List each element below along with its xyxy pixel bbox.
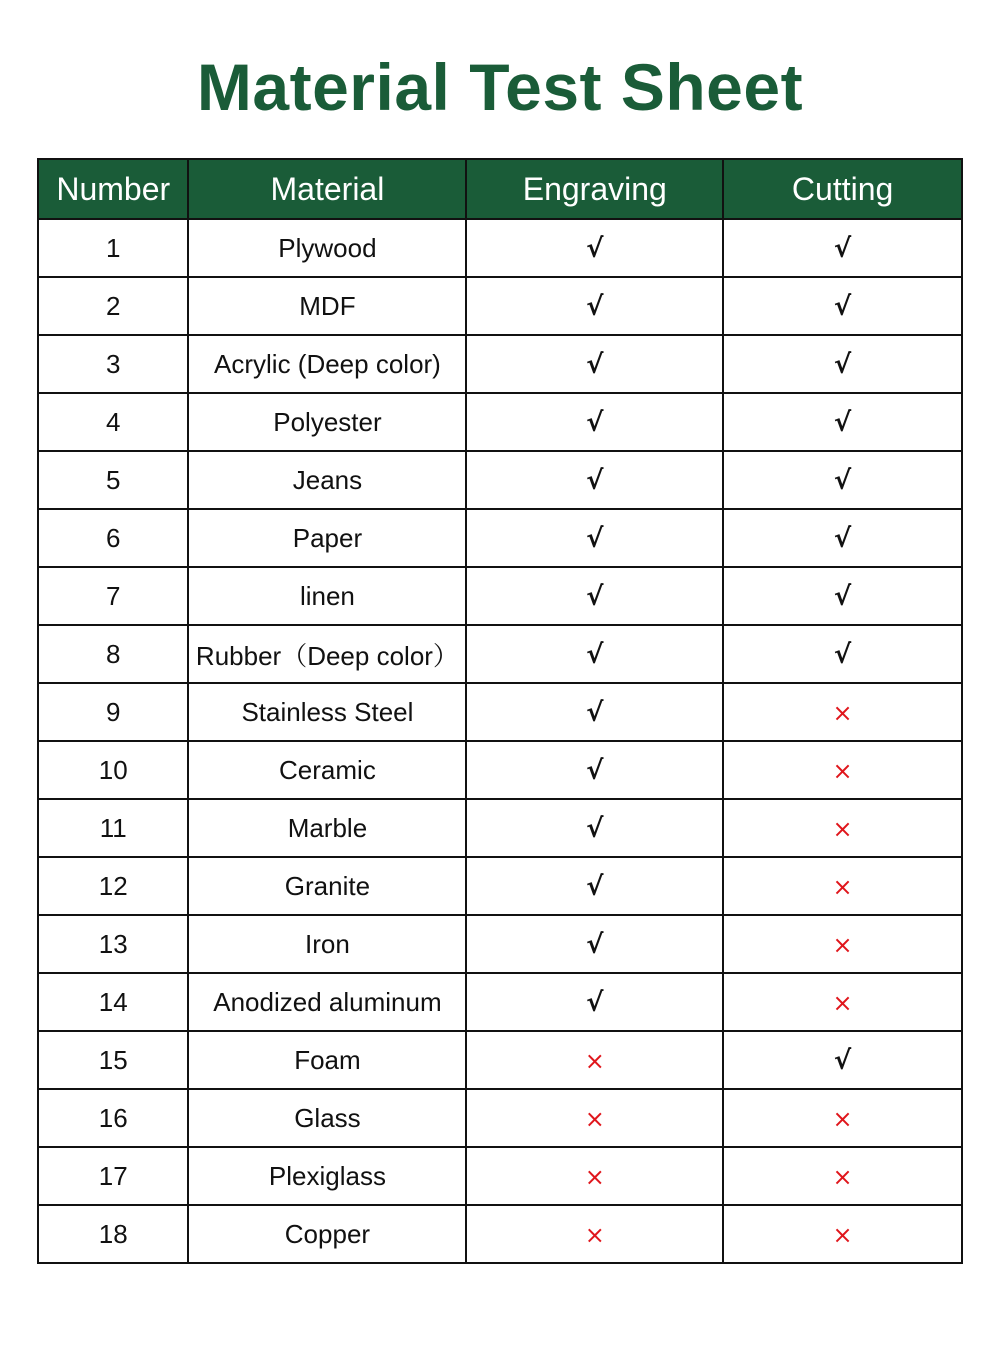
cross-mark-icon: × bbox=[832, 698, 853, 727]
row-number-text: 12 bbox=[98, 870, 128, 901]
cross-mark-icon: × bbox=[584, 1046, 605, 1075]
row-number bbox=[38, 799, 188, 857]
row-engraving bbox=[466, 219, 723, 277]
row-engraving bbox=[466, 973, 723, 1031]
check-mark-icon: √ bbox=[586, 929, 604, 960]
table-row bbox=[38, 335, 962, 393]
table-row bbox=[38, 683, 962, 741]
row-material bbox=[188, 393, 466, 451]
table-row bbox=[38, 1089, 962, 1147]
row-engraving bbox=[466, 1147, 723, 1205]
row-cutting bbox=[723, 857, 962, 915]
row-number bbox=[38, 393, 188, 451]
row-material bbox=[188, 857, 466, 915]
check-mark-icon: √ bbox=[833, 291, 852, 322]
row-engraving bbox=[466, 857, 723, 915]
table-row bbox=[38, 799, 962, 857]
row-cutting bbox=[723, 973, 962, 1031]
row-material-text: Glass bbox=[294, 1102, 361, 1133]
row-cutting bbox=[723, 451, 962, 509]
row-material bbox=[188, 683, 466, 741]
row-cutting bbox=[723, 1147, 962, 1205]
check-mark-icon: √ bbox=[586, 291, 604, 322]
row-number-text: 2 bbox=[106, 290, 121, 321]
row-cutting bbox=[723, 799, 962, 857]
cross-mark-icon: × bbox=[584, 1220, 605, 1249]
row-engraving bbox=[466, 741, 723, 799]
row-material-text: Copper bbox=[284, 1218, 371, 1249]
row-number bbox=[38, 1031, 188, 1089]
cross-mark-icon: × bbox=[832, 988, 853, 1017]
table-row bbox=[38, 1147, 962, 1205]
table-row bbox=[38, 625, 962, 683]
table-row bbox=[38, 741, 962, 799]
row-engraving bbox=[466, 625, 723, 683]
row-cutting bbox=[723, 1205, 962, 1263]
row-cutting bbox=[723, 219, 962, 277]
row-number-text: 9 bbox=[106, 696, 121, 727]
row-material bbox=[188, 451, 466, 509]
cross-mark-icon: × bbox=[832, 756, 853, 785]
row-number bbox=[38, 1089, 188, 1147]
header-row bbox=[38, 159, 962, 219]
row-number-text: 7 bbox=[106, 580, 121, 611]
check-mark-icon: √ bbox=[833, 233, 852, 264]
column-header-cutting: Cutting bbox=[723, 159, 962, 219]
row-material-text: linen bbox=[299, 580, 355, 611]
cross-mark-icon: × bbox=[832, 1220, 853, 1249]
row-number-text: 16 bbox=[98, 1102, 128, 1133]
row-number-text: 4 bbox=[106, 406, 121, 437]
row-material bbox=[188, 219, 466, 277]
row-number bbox=[38, 625, 188, 683]
row-cutting bbox=[723, 741, 962, 799]
row-material-text: Paper bbox=[292, 522, 363, 553]
row-number bbox=[38, 219, 188, 277]
row-material-text: Marble bbox=[287, 812, 368, 843]
row-number bbox=[38, 973, 188, 1031]
row-material bbox=[188, 277, 466, 335]
table-row bbox=[38, 915, 962, 973]
row-number-text: 6 bbox=[106, 522, 121, 553]
material-test-table bbox=[37, 158, 963, 1264]
cross-mark-icon: × bbox=[832, 872, 853, 901]
row-material bbox=[188, 625, 466, 683]
row-number bbox=[38, 335, 188, 393]
cross-mark-icon: × bbox=[832, 814, 853, 843]
check-mark-icon: √ bbox=[586, 581, 604, 612]
table-row bbox=[38, 451, 962, 509]
check-mark-icon: √ bbox=[586, 755, 604, 786]
check-mark-icon: √ bbox=[833, 349, 852, 380]
row-material bbox=[188, 1089, 466, 1147]
cross-mark-icon: × bbox=[584, 1162, 605, 1191]
row-engraving bbox=[466, 799, 723, 857]
row-material-text: Granite bbox=[284, 870, 371, 901]
row-material-text: Iron bbox=[305, 928, 350, 959]
row-engraving bbox=[466, 509, 723, 567]
table-body bbox=[38, 219, 962, 1263]
table-header bbox=[38, 159, 962, 219]
row-material bbox=[188, 1205, 466, 1263]
row-number-text: 13 bbox=[98, 928, 128, 959]
table-row bbox=[38, 973, 962, 1031]
row-cutting bbox=[723, 915, 962, 973]
table-row bbox=[38, 277, 962, 335]
row-material-text: MDF bbox=[299, 290, 356, 321]
row-material bbox=[188, 1031, 466, 1089]
check-mark-icon: √ bbox=[586, 871, 604, 902]
table-row bbox=[38, 509, 962, 567]
row-number-text: 18 bbox=[98, 1218, 128, 1249]
check-mark-icon: √ bbox=[833, 523, 852, 554]
row-material-text: Plywood bbox=[278, 232, 377, 263]
row-cutting bbox=[723, 1031, 962, 1089]
row-number bbox=[38, 1205, 188, 1263]
row-number bbox=[38, 277, 188, 335]
row-material-text: Plexiglass bbox=[268, 1160, 386, 1191]
row-engraving bbox=[466, 277, 723, 335]
row-number bbox=[38, 509, 188, 567]
row-number bbox=[38, 683, 188, 741]
row-engraving bbox=[466, 335, 723, 393]
row-number-text: 10 bbox=[98, 754, 128, 785]
row-material bbox=[188, 509, 466, 567]
row-number-text: 17 bbox=[98, 1160, 128, 1191]
row-engraving bbox=[466, 393, 723, 451]
row-cutting bbox=[723, 393, 962, 451]
row-material bbox=[188, 799, 466, 857]
row-cutting bbox=[723, 1089, 962, 1147]
column-header-material: Material bbox=[188, 159, 466, 219]
table-row bbox=[38, 1031, 962, 1089]
row-material bbox=[188, 741, 466, 799]
row-number-text: 3 bbox=[106, 348, 121, 379]
row-material-text: Anodized aluminum bbox=[213, 986, 442, 1017]
row-number-text: 11 bbox=[99, 812, 127, 843]
cross-mark-icon: × bbox=[832, 1104, 853, 1133]
row-engraving bbox=[466, 1031, 723, 1089]
check-mark-icon: √ bbox=[586, 697, 604, 728]
cross-mark-icon: × bbox=[832, 930, 853, 959]
row-cutting bbox=[723, 683, 962, 741]
check-mark-icon: √ bbox=[833, 465, 852, 496]
check-mark-icon: √ bbox=[586, 349, 604, 380]
row-cutting bbox=[723, 509, 962, 567]
check-mark-icon: √ bbox=[586, 407, 604, 438]
check-mark-icon: √ bbox=[833, 1045, 852, 1076]
row-cutting bbox=[723, 335, 962, 393]
column-header-engraving: Engraving bbox=[466, 159, 723, 219]
table-row bbox=[38, 219, 962, 277]
row-number bbox=[38, 567, 188, 625]
table-row bbox=[38, 567, 962, 625]
table-row bbox=[38, 857, 962, 915]
row-number-text: 8 bbox=[106, 638, 121, 669]
row-number bbox=[38, 1147, 188, 1205]
column-header-number: Number bbox=[38, 159, 188, 219]
row-material-text: Foam bbox=[294, 1044, 361, 1075]
row-number bbox=[38, 451, 188, 509]
row-number bbox=[38, 741, 188, 799]
cross-mark-icon: × bbox=[584, 1104, 605, 1133]
check-mark-icon: √ bbox=[833, 407, 852, 438]
row-material-text: Ceramic bbox=[279, 754, 376, 785]
check-mark-icon: √ bbox=[833, 581, 852, 612]
row-material-text: Rubber（Deep color） bbox=[195, 640, 459, 671]
row-engraving bbox=[466, 451, 723, 509]
row-number-text: 14 bbox=[98, 986, 128, 1017]
table-row bbox=[38, 393, 962, 451]
row-material bbox=[188, 567, 466, 625]
row-number bbox=[38, 857, 188, 915]
check-mark-icon: √ bbox=[586, 523, 604, 554]
row-cutting bbox=[723, 567, 962, 625]
row-material bbox=[188, 973, 466, 1031]
row-material-text: Jeans bbox=[292, 464, 363, 495]
row-cutting bbox=[723, 625, 962, 683]
page-title: Material Test Sheet bbox=[196, 50, 804, 124]
row-material bbox=[188, 915, 466, 973]
check-mark-icon: √ bbox=[833, 639, 852, 670]
cross-mark-icon: × bbox=[832, 1162, 853, 1191]
row-engraving bbox=[466, 683, 723, 741]
check-mark-icon: √ bbox=[586, 465, 604, 496]
row-cutting bbox=[723, 277, 962, 335]
check-mark-icon: √ bbox=[586, 987, 604, 1018]
row-engraving bbox=[466, 1205, 723, 1263]
row-engraving bbox=[466, 1089, 723, 1147]
row-number-text: 1 bbox=[106, 232, 121, 263]
table-row bbox=[38, 1205, 962, 1263]
row-number bbox=[38, 915, 188, 973]
row-engraving bbox=[466, 915, 723, 973]
check-mark-icon: √ bbox=[586, 639, 604, 670]
row-material-text: Stainless Steel bbox=[241, 696, 414, 727]
row-number-text: 15 bbox=[98, 1044, 128, 1075]
row-material-text: Acrylic (Deep color) bbox=[214, 348, 441, 379]
row-number-text: 5 bbox=[106, 464, 121, 495]
row-material bbox=[188, 1147, 466, 1205]
row-material bbox=[188, 335, 466, 393]
check-mark-icon: √ bbox=[586, 813, 604, 844]
check-mark-icon: √ bbox=[586, 233, 604, 264]
row-engraving bbox=[466, 567, 723, 625]
row-material-text: Polyester bbox=[273, 406, 382, 437]
